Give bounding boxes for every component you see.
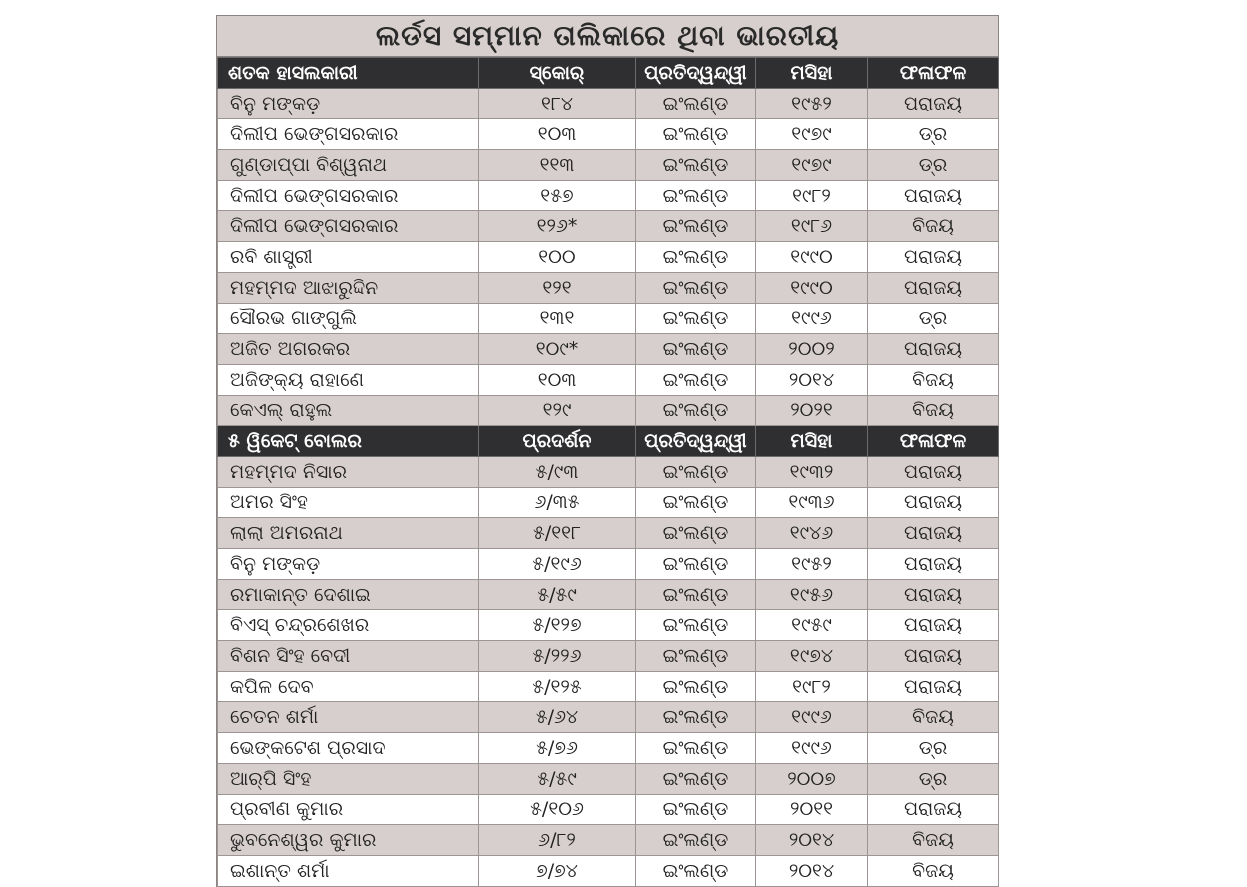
cell-year: ୧୯୭୪ [756, 641, 868, 672]
century-row [218, 334, 999, 365]
five-wicket-row [218, 549, 999, 580]
cell-score: ୧୨୧ [479, 272, 636, 303]
cell-score: ୫/୧୦୬ [479, 794, 636, 825]
cell-opponent: ଇଂଲଣ୍ଡ [636, 610, 756, 641]
cell-opponent: ଇଂଲଣ୍ଡ [636, 794, 756, 825]
cell-score: ୧୦୯* [479, 334, 636, 365]
cell-score: ୧୮୪ [479, 88, 636, 119]
cell-opponent: ଇଂଲଣ୍ଡ [636, 855, 756, 886]
cell-score: ୫/୫୯ [479, 763, 636, 794]
cell-score: ୫/୧୨୭ [479, 610, 636, 641]
column-header-opponent: ପ୍ରତିଦ୍ୱନ୍ଦ୍ୱୀ [636, 426, 756, 457]
cell-name: ବିଶନ ସିଂହ ବେଦୀ [218, 641, 479, 672]
cell-result: ପରାଜୟ [868, 610, 999, 641]
cell-result: ପରାଜୟ [868, 579, 999, 610]
cell-score: ୫/୫୯ [479, 579, 636, 610]
cell-opponent: ଇଂଲଣ୍ଡ [636, 303, 756, 334]
century-row [218, 88, 999, 119]
cell-score: ୭/୭୪ [479, 855, 636, 886]
cell-year: ୨୦୧୪ [756, 855, 868, 886]
cell-name: ଇଶାନ୍ତ ଶର୍ମା [218, 855, 479, 886]
cell-year: ୨୦୦୭ [756, 763, 868, 794]
cell-score: ୧୧୩ [479, 150, 636, 181]
cell-score: ୧୫୭ [479, 180, 636, 211]
cell-result: ପରାଜୟ [868, 641, 999, 672]
cell-year: ୨୦୧୪ [756, 364, 868, 395]
cell-year: ୧୯୭୯ [756, 119, 868, 150]
five-wicket-row [218, 579, 999, 610]
century-row [218, 150, 999, 181]
cell-year: ୧୯୮୨ [756, 180, 868, 211]
cell-opponent: ଇଂଲଣ୍ଡ [636, 487, 756, 518]
column-header-year: ମସିହା [756, 58, 868, 89]
cell-score: ୬/୩୫ [479, 487, 636, 518]
cell-result: ପରାଜୟ [868, 180, 999, 211]
five-wicket-row [218, 825, 999, 856]
cell-score: ୧୩୧ [479, 303, 636, 334]
cell-year: ୧୯୯୦ [756, 272, 868, 303]
cell-name: ରବି ଶାସ୍ତ୍ରୀ [218, 242, 479, 273]
cell-name: ମହମ୍ମଦ ଆଝାରୁଦ୍ଦିନ [218, 272, 479, 303]
cell-result: ବିଜୟ [868, 211, 999, 242]
cell-score: ୧୨୬* [479, 211, 636, 242]
cell-result: ଡ୍ର [868, 303, 999, 334]
cell-result: ଡ୍ର [868, 150, 999, 181]
cell-year: ୧୯୩୬ [756, 487, 868, 518]
five-wicket-row [218, 794, 999, 825]
column-header-score: ପ୍ରଦର୍ଶନ [479, 426, 636, 457]
lords-honours-board [216, 15, 999, 887]
cell-name: ଚେତନ ଶର୍ମା [218, 702, 479, 733]
century-row [218, 180, 999, 211]
centuries-header-row [218, 58, 999, 89]
cell-year: ୧୯୭୯ [756, 150, 868, 181]
cell-opponent: ଇଂଲଣ୍ଡ [636, 211, 756, 242]
cell-name: ଆର୍‌ପି ସିଂହ [218, 763, 479, 794]
cell-score: ୧୦୦ [479, 242, 636, 273]
cell-opponent: ଇଂଲଣ୍ଡ [636, 334, 756, 365]
cell-opponent: ଇଂଲଣ୍ଡ [636, 456, 756, 487]
cell-year: ୧୯୮୨ [756, 671, 868, 702]
cell-name: ଅଜିତ ଅଗରକର [218, 334, 479, 365]
cell-name: ମହମ୍ମଦ ନିସାର [218, 456, 479, 487]
cell-name: ଦିଲୀପ ଭେଙ୍ଗସରକାର [218, 119, 479, 150]
cell-name: ରମାକାନ୍ତ ଦେଶାଇ [218, 579, 479, 610]
cell-name: ଭୁବନେଶ୍ୱର କୁମାର [218, 825, 479, 856]
column-header-name: ଶତକ ହାସଲକାରୀ [218, 58, 479, 89]
century-row [218, 272, 999, 303]
cell-year: ୧୯୯୦ [756, 242, 868, 273]
cell-year: ୧୯୮୬ [756, 211, 868, 242]
cell-year: ୨୦୧୧ [756, 794, 868, 825]
cell-year: ୧୯୫୬ [756, 579, 868, 610]
cell-year: ୧୯୪୬ [756, 518, 868, 549]
five-wicket-row [218, 518, 999, 549]
cell-opponent: ଇଂଲଣ୍ଡ [636, 180, 756, 211]
cell-result: ଡ୍ର [868, 733, 999, 764]
five-wicket-row [218, 456, 999, 487]
cell-result: ପରାଜୟ [868, 518, 999, 549]
cell-name: କପିଳ ଦେବ [218, 671, 479, 702]
cell-name: ଅଜିଙ୍କ୍ୟ ରାହାଣେ [218, 364, 479, 395]
five-wicket-row [218, 487, 999, 518]
century-row [218, 242, 999, 273]
cell-year: ୧୯୫୯ [756, 610, 868, 641]
cell-result: ପରାଜୟ [868, 549, 999, 580]
cell-name: ସୌରଭ ଗାଙ୍ଗୁଲି [218, 303, 479, 334]
column-header-name: ୫ ୱିକେଟ୍ ବୋଲର [218, 426, 479, 457]
cell-year: ୧୯୯୬ [756, 303, 868, 334]
cell-name: ଗୁଣ୍ଡାପ୍ପା ବିଶ୍ୱନାଥ [218, 150, 479, 181]
cell-year: ୧୯୯୬ [756, 733, 868, 764]
cell-result: ପରାଜୟ [868, 334, 999, 365]
cell-year: ୨୦୧୪ [756, 825, 868, 856]
cell-result: ପରାଜୟ [868, 456, 999, 487]
cell-score: ୫/୧୨୫ [479, 671, 636, 702]
column-header-result: ଫଳାଫଳ [868, 58, 999, 89]
cell-result: ଡ୍ର [868, 763, 999, 794]
cell-opponent: ଇଂଲଣ୍ଡ [636, 518, 756, 549]
column-header-result: ଫଳାଫଳ [868, 426, 999, 457]
column-header-opponent: ପ୍ରତିଦ୍ୱନ୍ଦ୍ୱୀ [636, 58, 756, 89]
cell-score: ୫/୯୩ [479, 456, 636, 487]
cell-name: ଭେଙ୍କଟେଶ ପ୍ରସାଦ [218, 733, 479, 764]
cell-name: ଦିଲୀପ ଭେଙ୍ଗସରକାର [218, 180, 479, 211]
cell-opponent: ଇଂଲଣ୍ଡ [636, 119, 756, 150]
cell-opponent: ଇଂଲଣ୍ଡ [636, 579, 756, 610]
cell-result: ପରାଜୟ [868, 242, 999, 273]
cell-opponent: ଇଂଲଣ୍ଡ [636, 825, 756, 856]
five-wicket-row [218, 763, 999, 794]
cell-name: ଲାଲା ଅମରନାଥ [218, 518, 479, 549]
cell-score: ୫/୧୧୮ [479, 518, 636, 549]
five-wicket-row [218, 671, 999, 702]
cell-score: ୧୦୩ [479, 119, 636, 150]
cell-name: ବିନୁ ମଙ୍କଡ଼ [218, 549, 479, 580]
cell-year: ୧୯୫୨ [756, 88, 868, 119]
cell-opponent: ଇଂଲଣ୍ଡ [636, 242, 756, 273]
five-wicket-row [218, 610, 999, 641]
cell-opponent: ଇଂଲଣ୍ଡ [636, 763, 756, 794]
cell-result: ବିଜୟ [868, 825, 999, 856]
cell-opponent: ଇଂଲଣ୍ଡ [636, 671, 756, 702]
cell-opponent: ଇଂଲଣ୍ଡ [636, 733, 756, 764]
cell-result: ବିଜୟ [868, 702, 999, 733]
column-header-score: ସ୍କୋର୍ [479, 58, 636, 89]
cell-name: କେଏଲ୍ ରାହୁଲ [218, 395, 479, 426]
cell-score: ୫/୬୪ [479, 702, 636, 733]
five-wickets-header-row [218, 426, 999, 457]
cell-result: ପରାଜୟ [868, 88, 999, 119]
cell-score: ୫/୭୬ [479, 733, 636, 764]
cell-name: ବିଏସ୍ ଚନ୍ଦ୍ରଶେଖର [218, 610, 479, 641]
board-title: ଲର୍ଡସ ସମ୍ମାନ ତାଲିକାରେ ଥିବା ଭାରତୀୟ [217, 15, 998, 57]
cell-opponent: ଇଂଲଣ୍ଡ [636, 702, 756, 733]
cell-name: ବିନୁ ମଙ୍କଡ଼ [218, 88, 479, 119]
cell-opponent: ଇଂଲଣ୍ଡ [636, 641, 756, 672]
cell-score: ୧୦୩ [479, 364, 636, 395]
cell-opponent: ଇଂଲଣ୍ଡ [636, 88, 756, 119]
column-header-year: ମସିହା [756, 426, 868, 457]
century-row [218, 364, 999, 395]
century-row [218, 211, 999, 242]
five-wicket-row [218, 702, 999, 733]
cell-opponent: ଇଂଲଣ୍ଡ [636, 272, 756, 303]
cell-name: ଦିଲୀପ ଭେଙ୍ଗସରକାର [218, 211, 479, 242]
cell-result: ବିଜୟ [868, 395, 999, 426]
honours-table [217, 57, 999, 887]
cell-opponent: ଇଂଲଣ୍ଡ [636, 364, 756, 395]
cell-opponent: ଇଂଲଣ୍ଡ [636, 549, 756, 580]
cell-result: ପରାଜୟ [868, 272, 999, 303]
five-wicket-row [218, 641, 999, 672]
cell-year: ୨୦୨୧ [756, 395, 868, 426]
cell-result: ଡ୍ର [868, 119, 999, 150]
cell-score: ୧୨୯ [479, 395, 636, 426]
cell-result: ପରାଜୟ [868, 487, 999, 518]
cell-result: ପରାଜୟ [868, 794, 999, 825]
cell-opponent: ଇଂଲଣ୍ଡ [636, 395, 756, 426]
century-row [218, 119, 999, 150]
cell-year: ୨୦୦୨ [756, 334, 868, 365]
cell-score: ୫/୨୨୬ [479, 641, 636, 672]
cell-result: ବିଜୟ [868, 364, 999, 395]
century-row [218, 303, 999, 334]
cell-year: ୧୯୩୨ [756, 456, 868, 487]
century-row [218, 395, 999, 426]
cell-year: ୧୯୫୨ [756, 549, 868, 580]
five-wicket-row [218, 855, 999, 886]
cell-result: ପରାଜୟ [868, 671, 999, 702]
cell-year: ୧୯୯୬ [756, 702, 868, 733]
cell-score: ୫/୧୯୬ [479, 549, 636, 580]
cell-name: ପ୍ରବୀଣ କୁମାର [218, 794, 479, 825]
cell-name: ଅମର ସିଂହ [218, 487, 479, 518]
cell-opponent: ଇଂଲଣ୍ଡ [636, 150, 756, 181]
cell-score: ୬/୮୨ [479, 825, 636, 856]
cell-result: ବିଜୟ [868, 855, 999, 886]
five-wicket-row [218, 733, 999, 764]
